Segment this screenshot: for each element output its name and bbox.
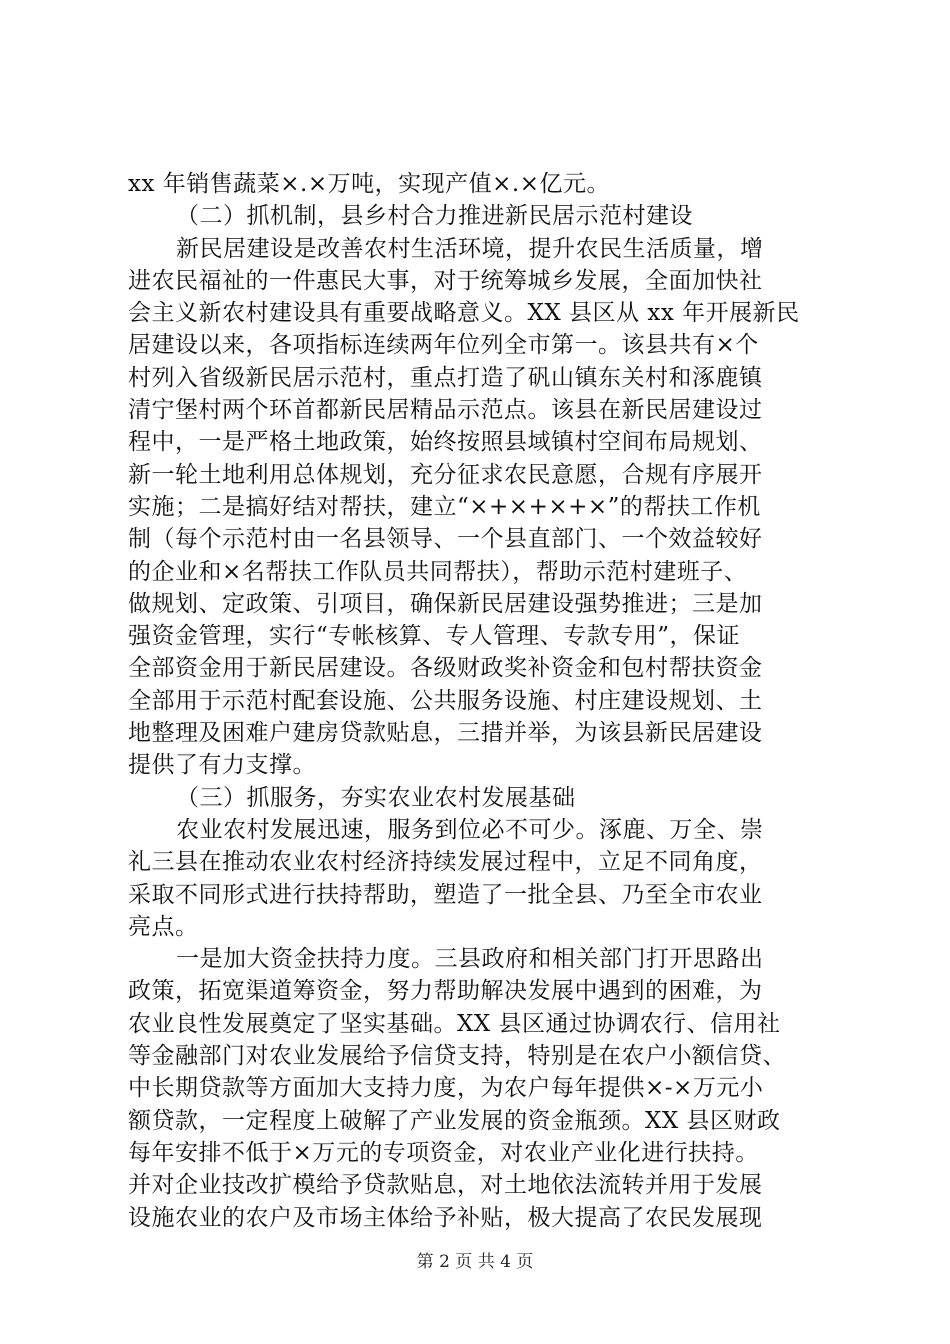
text-line: 制（每个示范村由一名县领导、一个县直部门、一个效益较好 (128, 526, 763, 553)
text-line: 的企业和×名帮扶工作队员共同帮扶），帮助示范村建班子、 (128, 558, 748, 585)
text-line: 中长期贷款等方面加大支持力度，为农户每年提供×-×万元小 (128, 1075, 764, 1102)
text-line: 农业良性发展奠定了坚实基础。XX 县区通过协调农行、信用社 (128, 1010, 781, 1037)
text-line: 新民居建设是改善农村生活环境，提升农民生活质量，增 (176, 235, 764, 262)
text-line: 全部用于示范村配套设施、公共服务设施、村庄建设规划、土 (128, 687, 763, 714)
document-body (128, 168, 848, 1234)
text-line: 清宁堡村两个环首都新民居精品示范点。该县在新民居建设过 (128, 397, 763, 424)
text-line: （二）抓机制，县乡村合力推进新民居示范村建设 (176, 203, 693, 230)
text-line: 新一轮土地利用总体规划，充分征求农民意愿，合规有序展开 (128, 461, 763, 488)
text-line: （三）抓服务，夯实农业农村发展基础 (176, 784, 576, 811)
text-line: 礼三县在推动农业农村经济持续发展过程中，立足不同角度， (128, 849, 763, 876)
text-line: 设施农业的农户及市场主体给予补贴，极大提高了农民发展现 (128, 1204, 763, 1231)
text-line: 村列入省级新民居示范村，重点打造了矾山镇东关村和涿鹿镇 (128, 364, 763, 391)
text-line: 会主义新农村建设具有重要战略意义。XX 县区从 xx 年开展新民 (128, 300, 800, 327)
text-line: 额贷款，一定程度上破解了产业发展的资金瓶颈。XX 县区财政 (128, 1107, 781, 1134)
text-line: 居建设以来，各项指标连续两年位列全市第一。该县共有×个 (128, 332, 759, 359)
text-line: 实施；二是搞好结对帮扶，建立“×+×+×+×”的帮扶工作机 (128, 493, 761, 520)
text-line: 提供了有力支撑。 (128, 752, 316, 779)
text-line: 全部资金用于新民居建设。各级财政奖补资金和包村帮扶资金 (128, 655, 763, 682)
text-line: 做规划、定政策、引项目，确保新民居建设强势推进；三是加 (128, 590, 763, 617)
text-line: 一是加大资金扶持力度。三县政府和相关部门打开思路出 (176, 946, 764, 973)
text-line: 强资金管理，实行“专帐核算、专人管理、专款专用”，保证 (128, 623, 741, 650)
text-line: 程中，一是严格土地政策，始终按照县域镇村空间布局规划、 (128, 429, 763, 456)
text-line: 每年安排不低于×万元的专项资金，对农业产业化进行扶持。 (128, 1139, 759, 1166)
text-line: 政策，拓宽渠道筹资金，努力帮助解决发展中遇到的困难，为 (128, 978, 763, 1005)
text-line: 亮点。 (128, 913, 199, 940)
text-line: 地整理及困难户建房贷款贴息，三措并举，为该县新民居建设 (128, 720, 763, 747)
page-footer: 第 2 页 共 4 页 (416, 1252, 534, 1272)
text-line: 等金融部门对农业发展给予信贷支持，特别是在农户小额信贷、 (128, 1043, 786, 1070)
text-line: 农业农村发展迅速，服务到位必不可少。涿鹿、万全、崇 (176, 816, 764, 843)
text-line: 并对企业技改扩模给予贷款贴息，对土地依法流转并用于发展 (128, 1172, 763, 1199)
text-line: 采取不同形式进行扶持帮助，塑造了一批全县、乃至全市农业 (128, 881, 763, 908)
text-line: 进农民福祉的一件惠民大事，对于统筹城乡发展，全面加快社 (128, 267, 763, 294)
text-line: xx 年销售蔬菜×.×万吨，实现产值×.×亿元。 (128, 171, 610, 197)
